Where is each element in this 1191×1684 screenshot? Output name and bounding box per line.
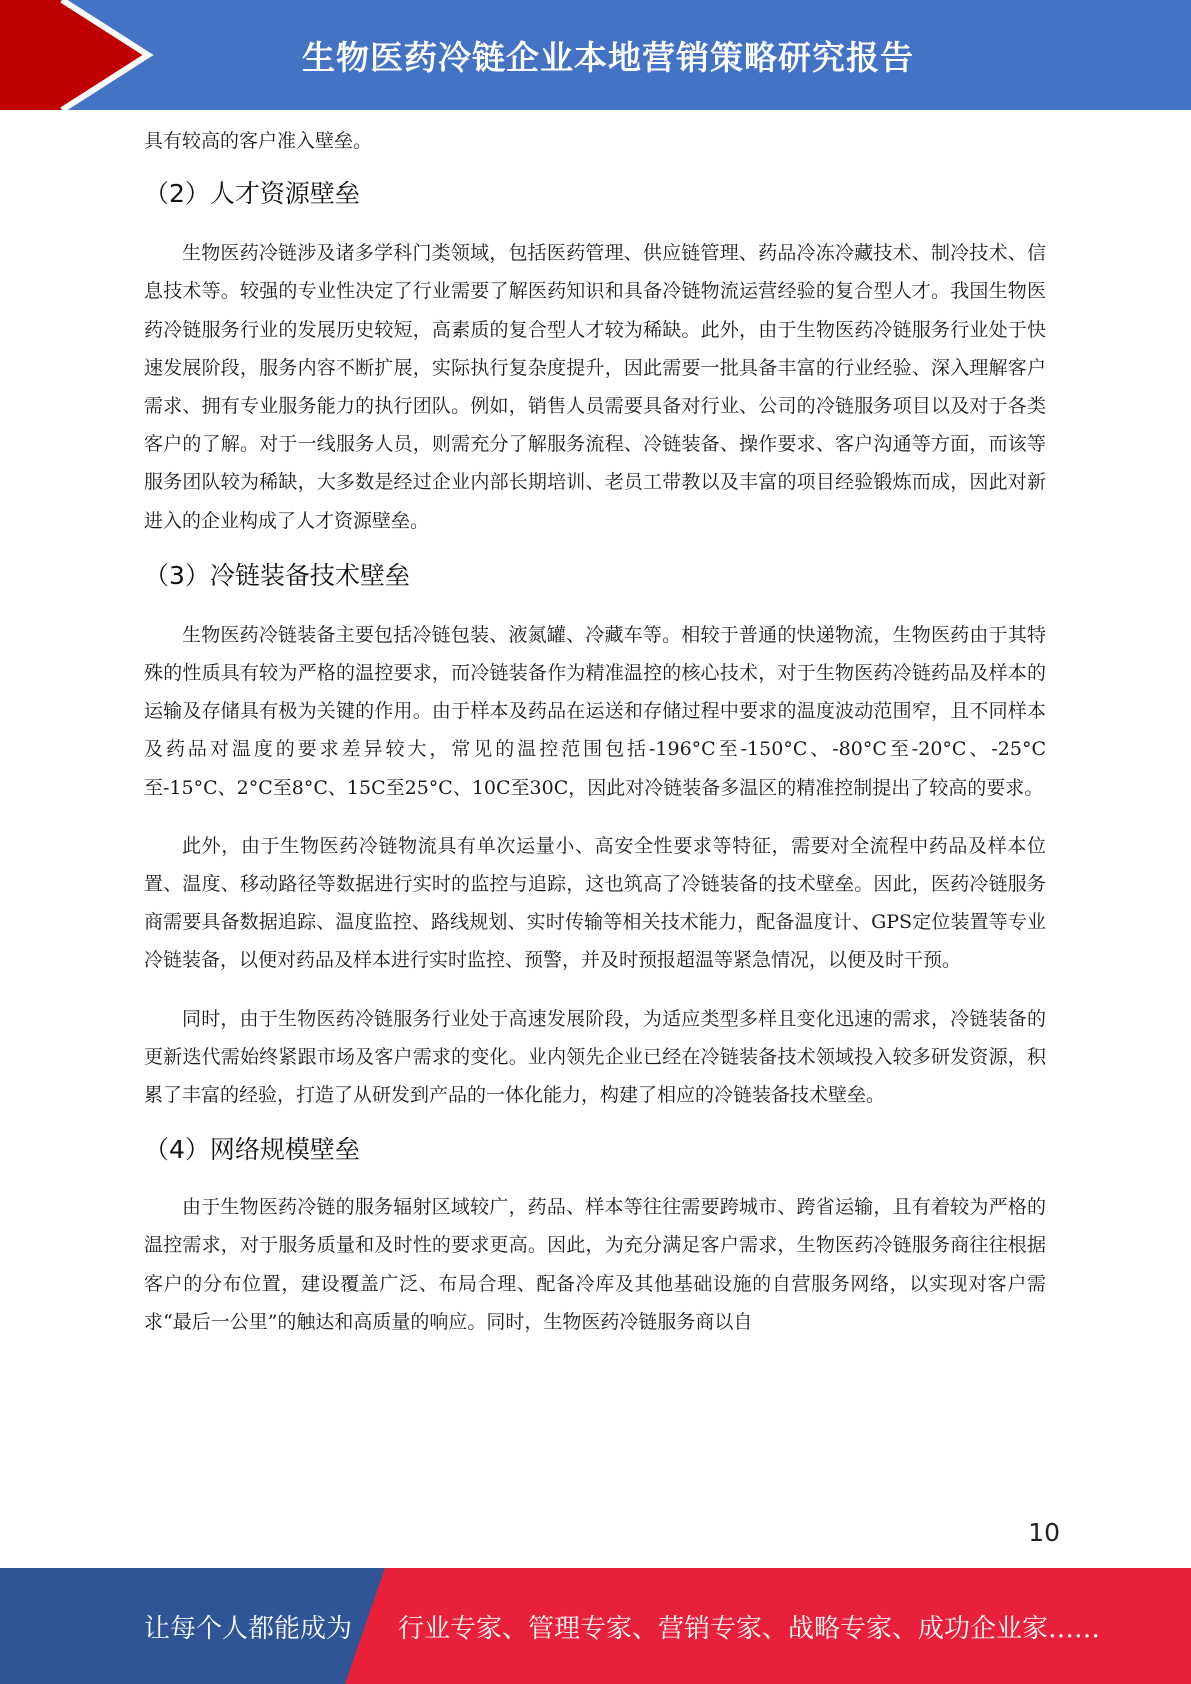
paragraph-equipment-3: 同时，由于生物医药冷链服务行业处于高速发展阶段，为适应类型多样且变化迅速的需求，冷链装备的更新迭代需始终紧跟市场及客户需求的变化。业内领先企业已经在冷链装备技术领域投入较多研发资源，积累了丰富的经验，打造了从研发到产品的一体化能力，构建了相应的冷链装备技术壁垒。 (144, 1007, 1046, 1107)
page-number: 10 (1028, 1518, 1060, 1547)
section-heading-network: （4）网络规模壁垒 (144, 1135, 360, 1165)
document-title: 生物医药冷链企业本地营销策略研究报告 (302, 37, 914, 77)
paragraph-network: 由于生物医药冷链的服务辐射区域较广，药品、样本等往往需要跨城市、跨省运输，且有着较为严格的温控需求，对于服务质量和及时性的要求更高。因此，为充分满足客户需求，生物医药冷链服务商往往根据客户的分布位置，建设覆盖广泛、布局合理、配备冷库及其他基础设施的自营服务网络，以实现对客户需求“最后一公里”的触达和高质量的响应。同时，生物医药冷链服务商以自 (144, 1196, 1046, 1333)
section-heading-equipment: （3）冷链装备技术壁垒 (144, 560, 410, 590)
paragraph-talent: 生物医药冷链涉及诸多学科门类领域，包括医药管理、供应链管理、药品冷冻冷藏技术、制冷技术、信息技术等。较强的专业性决定了行业需要了解医药知识和具备冷链物流运营经验的复合型人才。我国生物医药冷链服务行业的发展历史较短，高素质的复合型人才较为稀缺。此外，由于生物医药冷链服务行业处于快速发展阶段，服务内容不断扩展，实际执行复杂度提升，因此需要一批具备丰富的行业经验、深入理解客户需求、拥有专业服务能力的执行团队。例如，销售人员需要具备对行业、公司的冷链服务项目以及对于各类客户的了解。对于一线服务人员，则需充分了解服务流程、冷链装备、操作要求、客户沟通等方面，而该等服务团队较为稀缺，大多数是经过企业内部长期培训、老员工带教以及丰富的项目经验锻炼而成，因此对新进入的企业构成了人才资源壁垒。 (144, 242, 1046, 532)
page-footer (0, 1568, 1191, 1684)
footer-slogan-right: 行业专家、管理专家、营销专家、战略专家、成功企业家…… (398, 1613, 1101, 1644)
paragraph-equipment-1: 生物医药冷链装备主要包括冷链包装、液氮罐、冷藏车等。相较于普通的快递物流，生物医药由于其特殊的性质具有较为严格的温控要求，而冷链装备作为精准温控的核心技术，对于生物医药冷链药品及样本的运输及存储具有极为关键的作用。由于样本及药品在运送和存储过程中要求的温度波动范围窄，且不同样本及药品对温度的要求差异较大，常见的温控范围包括-196°C至-150°C、-80°C至-20°C、-25°C至-15°C、2°C至8°C、15C至25°C、10C至30C，因此对冷链装备多温区的精准控制提出了较高的要求。 (144, 623, 1046, 799)
page-header (0, 0, 1191, 110)
paragraph-equipment-2: 此外，由于生物医药冷链物流具有单次运量小、高安全性要求等特征，需要对全流程中药品及样本位置、温度、移动路径等数据进行实时的监控与追踪，这也筑高了冷链装备的技术壁垒。因此，医药冷链服务商需要具备数据追踪、温度监控、路线规划、实时传输等相关技术能力，配备温度计、GPS定位装置等专业冷链装备，以便对药品及样本进行实时监控、预警，并及时预报超温等紧急情况，以便及时干预。 (144, 834, 1046, 972)
page-content (144, 122, 1046, 1341)
intro-paragraph: 具有较高的客户准入壁垒。 (144, 130, 373, 152)
footer-slogan-left: 让每个人都能成为 (144, 1613, 353, 1644)
section-heading-talent: （2）人才资源壁垒 (144, 179, 360, 209)
